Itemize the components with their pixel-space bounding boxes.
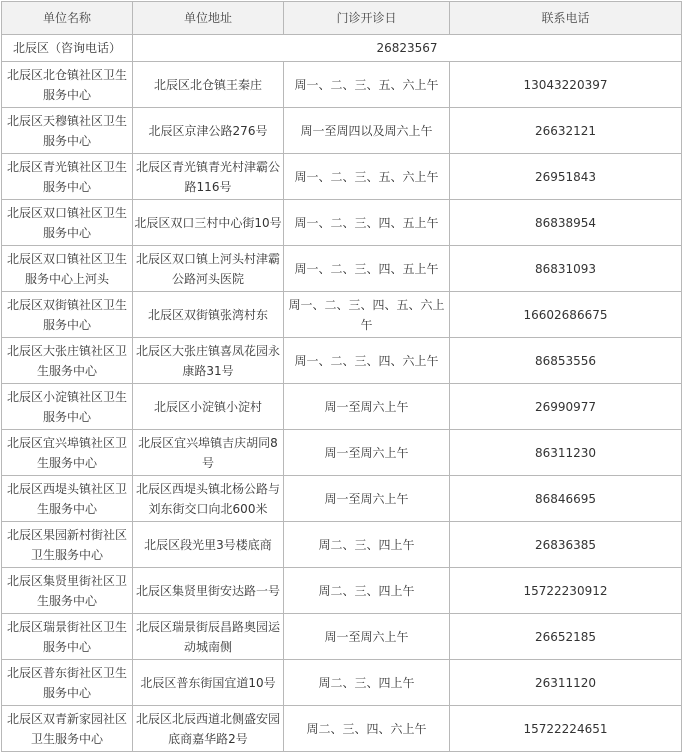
unit-address: 北辰区普东街国宜道10号	[133, 660, 284, 706]
contact-phone: 86838954	[450, 200, 682, 246]
table-row	[2, 338, 682, 384]
table-row	[2, 200, 682, 246]
table-row	[2, 292, 682, 338]
table-row	[2, 62, 682, 108]
clinic-days: 周一、二、三、四、五上午	[284, 200, 450, 246]
contact-phone: 26951843	[450, 154, 682, 200]
clinic-days: 周一、二、三、四、五、六上午	[284, 292, 450, 338]
unit-address: 北辰区瑞景街辰昌路奥园运动城南侧	[133, 614, 284, 660]
clinic-days: 周二、三、四、六上午	[284, 706, 450, 752]
table-row	[2, 614, 682, 660]
table-row	[2, 154, 682, 200]
clinic-days: 周二、三、四上午	[284, 568, 450, 614]
table-row	[2, 522, 682, 568]
unit-address: 北辰区青光镇青光村津霸公路116号	[133, 154, 284, 200]
consult-name: 北辰区（咨询电话）	[2, 35, 133, 62]
header-name: 单位名称	[2, 2, 133, 35]
contact-phone: 13043220397	[450, 62, 682, 108]
unit-address: 北辰区北仓镇王秦庄	[133, 62, 284, 108]
unit-address: 北辰区北辰西道北侧盛安园底商嘉华路2号	[133, 706, 284, 752]
unit-address: 北辰区段光里3号楼底商	[133, 522, 284, 568]
clinic-days: 周一、二、三、四、五上午	[284, 246, 450, 292]
contact-phone: 16602686675	[450, 292, 682, 338]
unit-name: 北辰区北仓镇社区卫生服务中心	[2, 62, 133, 108]
clinic-days: 周一、二、三、五、六上午	[284, 62, 450, 108]
table-row	[2, 430, 682, 476]
unit-name: 北辰区普东街社区卫生服务中心	[2, 660, 133, 706]
unit-address: 北辰区宜兴埠镇吉庆胡同8号	[133, 430, 284, 476]
unit-name: 北辰区双口镇社区卫生服务中心上河头	[2, 246, 133, 292]
contact-phone: 26311120	[450, 660, 682, 706]
clinic-days: 周一至周六上午	[284, 476, 450, 522]
table-row	[2, 476, 682, 522]
unit-address: 北辰区双口镇上河头村津霸公路河头医院	[133, 246, 284, 292]
unit-name: 北辰区果园新村街社区卫生服务中心	[2, 522, 133, 568]
contact-phone: 15722224651	[450, 706, 682, 752]
unit-address: 北辰区大张庄镇喜凤花园永康路31号	[133, 338, 284, 384]
clinic-days: 周二、三、四上午	[284, 522, 450, 568]
clinic-days: 周一至周六上午	[284, 430, 450, 476]
unit-name: 北辰区青光镇社区卫生服务中心	[2, 154, 133, 200]
unit-name: 北辰区小淀镇社区卫生服务中心	[2, 384, 133, 430]
unit-address: 北辰区小淀镇小淀村	[133, 384, 284, 430]
contact-phone: 86831093	[450, 246, 682, 292]
unit-name: 北辰区宜兴埠镇社区卫生服务中心	[2, 430, 133, 476]
contact-phone: 26836385	[450, 522, 682, 568]
table-row	[2, 384, 682, 430]
consult-phone: 26823567	[133, 35, 682, 62]
contact-phone: 86853556	[450, 338, 682, 384]
clinic-days: 周二、三、四上午	[284, 660, 450, 706]
table-row	[2, 568, 682, 614]
header-address: 单位地址	[133, 2, 284, 35]
clinic-days: 周一至周六上午	[284, 384, 450, 430]
unit-name: 北辰区双青新家园社区卫生服务中心	[2, 706, 133, 752]
unit-name: 北辰区大张庄镇社区卫生服务中心	[2, 338, 133, 384]
unit-name: 北辰区天穆镇社区卫生服务中心	[2, 108, 133, 154]
unit-name: 北辰区双街镇社区卫生服务中心	[2, 292, 133, 338]
unit-address: 北辰区京津公路276号	[133, 108, 284, 154]
unit-name: 北辰区双口镇社区卫生服务中心	[2, 200, 133, 246]
clinic-days: 周一、二、三、五、六上午	[284, 154, 450, 200]
unit-address: 北辰区西堤头镇北杨公路与刘东街交口向北600米	[133, 476, 284, 522]
table-row	[2, 246, 682, 292]
clinic-days: 周一、二、三、四、六上午	[284, 338, 450, 384]
unit-address: 北辰区双街镇张湾村东	[133, 292, 284, 338]
unit-address: 北辰区双口三村中心街10号	[133, 200, 284, 246]
contact-phone: 15722230912	[450, 568, 682, 614]
clinic-days: 周一至周四以及周六上午	[284, 108, 450, 154]
header-row	[2, 2, 682, 35]
contact-phone: 26632121	[450, 108, 682, 154]
unit-name: 北辰区西堤头镇社区卫生服务中心	[2, 476, 133, 522]
header-phone: 联系电话	[450, 2, 682, 35]
unit-address: 北辰区集贤里街安达路一号	[133, 568, 284, 614]
contact-phone: 86311230	[450, 430, 682, 476]
consult-row	[2, 35, 682, 62]
unit-name: 北辰区瑞景街社区卫生服务中心	[2, 614, 133, 660]
table-row	[2, 108, 682, 154]
contact-phone: 86846695	[450, 476, 682, 522]
contact-phone: 26990977	[450, 384, 682, 430]
unit-name: 北辰区集贤里街社区卫生服务中心	[2, 568, 133, 614]
table-row	[2, 660, 682, 706]
clinic-days: 周一至周六上午	[284, 614, 450, 660]
header-days: 门诊开诊日	[284, 2, 450, 35]
contact-phone: 26652185	[450, 614, 682, 660]
table-row	[2, 706, 682, 752]
clinic-table	[1, 1, 682, 752]
